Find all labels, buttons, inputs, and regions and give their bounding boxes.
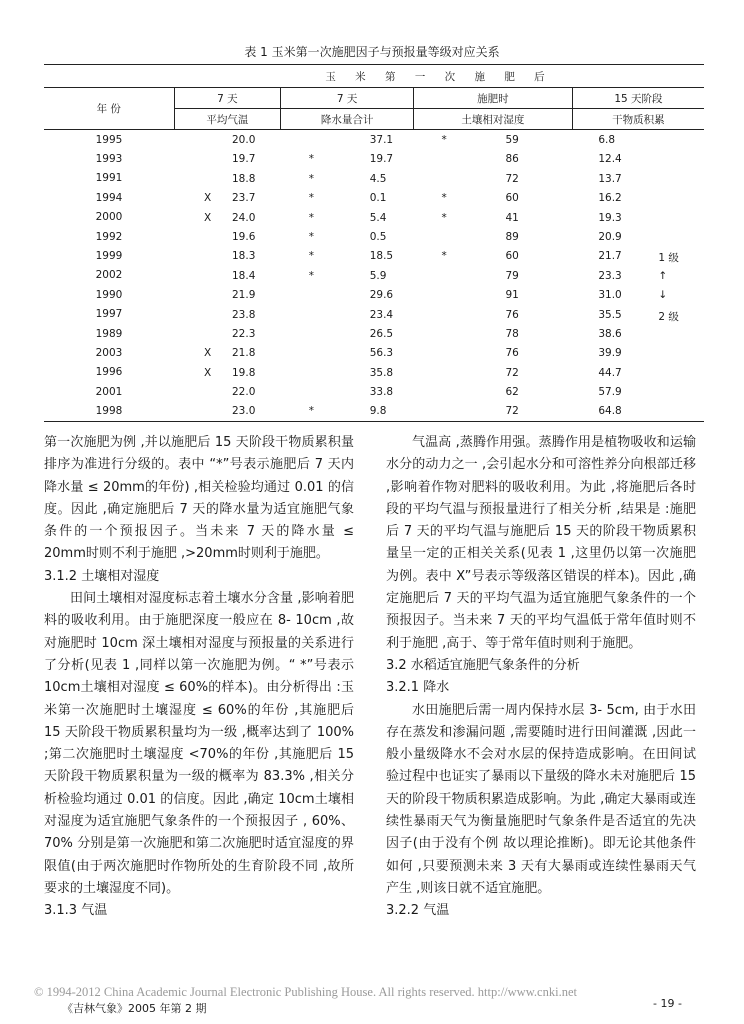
factor-header: 土壤相对湿度	[413, 109, 572, 130]
cell-humidity	[413, 305, 572, 324]
humidity-value: 60	[505, 192, 519, 205]
cell-precipitation	[281, 324, 414, 343]
humidity-value: 91	[505, 289, 519, 302]
cell-year: 1996	[95, 366, 123, 379]
factor-header: 平均气温	[174, 109, 281, 130]
cell-temperature	[174, 343, 281, 362]
cell-year: 2003	[95, 346, 123, 359]
cell-year: 1993	[95, 153, 123, 166]
table-row	[44, 149, 704, 168]
humidity-value: 59	[505, 134, 519, 146]
humidity-value: 79	[505, 269, 519, 282]
precip-value: 0.5	[369, 230, 387, 243]
precip-value: 33.8	[369, 386, 394, 399]
cell-dry-matter	[572, 149, 704, 168]
grade-label: ↑	[658, 269, 668, 282]
temp-value: 19.6	[232, 230, 256, 243]
table-row	[44, 169, 704, 188]
cell-precipitation	[281, 343, 414, 362]
cell-humidity	[413, 208, 572, 227]
period-header: 7 天	[174, 88, 281, 109]
cell-temperature	[174, 227, 281, 246]
cell-humidity	[413, 363, 572, 382]
dry-matter-value: 39.9	[598, 347, 622, 360]
table-row	[44, 324, 704, 343]
paragraph: 第一次施肥为例 ,并以施肥后 15 天阶段干物质累积量排序为准进行分级的。表中 “*”号表示施肥后 7 天内降水量 ≤ 20mm的年份) ,相关检验均通过 0.01 的信度。因此 ,确定施肥后 7 天的降水量为适宜施肥气象条件的一个预报因子。当未来 7 天的降水量 ≤ 20mm时则不利于施肥 ,>20mm时则利于施肥。	[44, 435, 354, 562]
precip-value: 5.4	[369, 211, 387, 224]
cell-year: 2001	[95, 385, 123, 398]
temp-value: 18.4	[232, 269, 256, 282]
section-heading: 3.2.1 降水	[386, 680, 450, 696]
section-heading: 3.2.2 气温	[386, 903, 450, 919]
cell-humidity	[413, 343, 572, 362]
dry-matter-value: 23.3	[598, 269, 622, 282]
precip-value: 18.5	[369, 250, 394, 263]
table-row	[44, 246, 704, 265]
period-header: 7 天	[281, 88, 414, 109]
left-text-column	[44, 432, 354, 923]
table-row	[44, 188, 704, 207]
humidity-value: 76	[505, 308, 519, 321]
cell-precipitation	[281, 227, 414, 246]
cell-year: 1989	[95, 327, 123, 340]
cell-humidity	[413, 169, 572, 188]
humidity-value: 62	[505, 386, 519, 399]
precip-value: 37.1	[369, 134, 394, 146]
cell-temperature	[174, 382, 281, 401]
cell-temperature	[174, 130, 281, 150]
right-text-column	[386, 432, 696, 923]
cell-year: 2002	[95, 269, 123, 282]
humidity-value: 72	[505, 366, 519, 379]
cell-precipitation	[281, 246, 414, 265]
table-row	[44, 285, 704, 304]
paragraph: 水田施肥后需一周内保持水层 3- 5cm, 由于水田存在蒸发和渗漏问题 ,需要随时进行田间灌溉 ,因此一般小量级降水不会对水层的保持造成影响。在田间试验过程中也证实了暴雨以下量级的降水未对施肥后 15 天的阶段干物质积累造成影响。为此 ,确定大暴雨或连续性暴雨天气为衡量施肥时气象条件是否适宜的先决因子(由于没有个例 故以理论推断)。即无论其他条件如何 ,只要预测未来 3 天有大暴雨或连续性暴雨天气产生 ,则该日就不适宜施肥。	[386, 702, 696, 896]
factor-header: 降水量合计	[281, 109, 414, 130]
humidity-mark: *	[441, 250, 447, 263]
temp-mark: X	[204, 192, 212, 205]
cell-dry-matter	[572, 285, 704, 304]
cell-dry-matter	[572, 188, 704, 207]
precip-mark: *	[308, 230, 314, 243]
copyright-watermark: © 1994-2012 China Academic Journal Electronic Publishing House. All rights reserved. http://www.cnki.net	[34, 985, 577, 999]
dry-matter-value: 38.6	[598, 327, 622, 340]
cell-precipitation	[281, 285, 414, 304]
precip-value: 4.5	[369, 172, 387, 185]
cell-humidity	[413, 401, 572, 421]
section-heading: 3.1.2 土壤相对湿度	[44, 568, 160, 584]
precip-mark: *	[308, 405, 314, 418]
cell-precipitation	[281, 130, 414, 150]
cell-dry-matter	[572, 266, 704, 285]
precip-value: 5.9	[369, 269, 387, 282]
table-row	[44, 227, 704, 246]
cell-precipitation	[281, 188, 414, 207]
table-caption: 表 1 玉米第一次施肥因子与预报量等级对应关系	[244, 45, 500, 59]
dry-matter-value: 44.7	[598, 366, 622, 379]
section-heading: 3.2 水稻适宜施肥气象条件的分析	[386, 657, 580, 673]
dry-matter-value: 35.5	[598, 308, 622, 321]
dry-matter-value: 64.8	[598, 405, 622, 418]
temp-value: 22.0	[232, 386, 256, 399]
dry-matter-value: 21.7	[598, 250, 622, 263]
precip-mark: *	[308, 153, 314, 166]
precip-value: 56.3	[369, 347, 394, 360]
cell-year: 1999	[95, 250, 123, 263]
year-header: 年 份	[44, 88, 174, 130]
cell-humidity	[413, 130, 572, 150]
dry-matter-value: 12.4	[598, 153, 622, 166]
cell-temperature	[174, 401, 281, 421]
cell-dry-matter	[572, 130, 704, 150]
cell-humidity	[413, 246, 572, 265]
cell-dry-matter	[572, 305, 704, 324]
cell-dry-matter	[572, 169, 704, 188]
humidity-value: 72	[505, 405, 519, 418]
cell-year: 1992	[95, 230, 123, 243]
cell-precipitation	[281, 363, 414, 382]
cell-dry-matter	[572, 227, 704, 246]
cell-temperature	[174, 285, 281, 304]
temp-value: 23.8	[232, 308, 256, 321]
temp-value: 18.8	[232, 172, 256, 185]
dry-matter-value: 19.3	[598, 211, 622, 224]
humidity-value: 60	[505, 250, 519, 263]
precip-value: 29.6	[369, 289, 394, 302]
table-row	[44, 363, 704, 382]
cell-humidity	[413, 188, 572, 207]
cell-humidity	[413, 149, 572, 168]
humidity-mark: *	[441, 192, 447, 205]
year-header-top	[44, 65, 174, 88]
dry-matter-value: 13.7	[598, 172, 622, 185]
cell-temperature	[174, 266, 281, 285]
page-number: - 19 -	[653, 997, 682, 1010]
temp-value: 21.9	[232, 289, 256, 302]
temp-value: 24.0	[232, 211, 256, 224]
table-row	[44, 305, 704, 324]
cell-humidity	[413, 227, 572, 246]
precip-value: 23.4	[369, 308, 394, 321]
precip-value: 9.8	[369, 405, 387, 418]
paragraph: 田间土壤相对湿度标志着土壤水分含量 ,影响着肥料的吸收利用。由于施肥深度一般应在 8- 10cm ,故对施肥时 10cm 深土壤相对湿度与预报量的关系进行了分析(见表 1 ,同样以第一次施肥为例。“ *”号表示 10cm土壤相对湿度 ≤ 60%的样本)。由分析得出 :玉米第一次施肥时土壤湿度 ≤ 60%的年份 ,其施肥后 15 天阶段干物质累积量均为一级 ,概率达到了 100% ;第二次施肥时土壤湿度 <70%的年份 ,其施肥后 15 天阶段干物质累积量为一级的概率为 83.3% ,相关分析检验均通过 0.01 的信度。因此 ,确定 10cm土壤相对湿度为适宜施肥气象条件的一个预报因子 , 60%、70% 分别是第一次施肥和第二次施肥时适宜湿度的界限值(由于两次施肥时作物所处的生育阶段不同 ,故所要求的土壤湿度不同)。	[44, 591, 354, 896]
humidity-value: 72	[505, 172, 519, 185]
precip-value: 26.5	[369, 327, 394, 340]
cell-year: 1998	[44, 401, 174, 421]
section-heading: 3.1.3 气温	[44, 903, 108, 919]
temp-mark: X	[204, 366, 212, 379]
cell-temperature	[174, 169, 281, 188]
grade-label: ↓	[658, 289, 668, 302]
humidity-value: 86	[505, 153, 519, 166]
temp-value: 19.7	[232, 153, 256, 166]
cell-precipitation	[281, 266, 414, 285]
cell-dry-matter	[572, 343, 704, 362]
precip-mark: *	[308, 211, 314, 224]
cell-precipitation	[281, 401, 414, 421]
table-row	[44, 208, 704, 227]
temp-value: 22.3	[232, 327, 256, 340]
cell-precipitation	[281, 169, 414, 188]
cell-year: 1995	[95, 133, 123, 146]
cell-humidity	[413, 382, 572, 401]
cell-temperature	[174, 188, 281, 207]
cell-temperature	[174, 149, 281, 168]
cell-humidity	[413, 285, 572, 304]
grade-label: 1 级	[658, 252, 679, 265]
period-header: 15 天阶段	[572, 88, 704, 109]
humidity-value: 76	[505, 347, 519, 360]
table-row	[44, 266, 704, 285]
cell-dry-matter	[572, 246, 704, 265]
humidity-value: 41	[505, 211, 519, 224]
journal-footer: 《吉林气象》2005 年第 2 期	[62, 1002, 207, 1015]
cell-temperature	[174, 246, 281, 265]
cell-dry-matter	[572, 208, 704, 227]
temp-value: 20.0	[232, 134, 256, 146]
temp-mark: X	[204, 347, 212, 360]
cell-temperature	[174, 363, 281, 382]
temp-value: 21.8	[232, 347, 256, 360]
cell-humidity	[413, 266, 572, 285]
table-row	[44, 401, 704, 421]
precip-mark: *	[308, 250, 314, 263]
precip-mark: *	[308, 192, 314, 205]
humidity-value: 89	[505, 230, 519, 243]
table-row	[44, 382, 704, 401]
dry-matter-value: 57.9	[598, 386, 622, 399]
precip-mark: *	[308, 172, 314, 185]
cell-year: 1994	[95, 191, 123, 204]
factor-header: 干物质积累	[572, 109, 704, 130]
dry-matter-value: 31.0	[598, 289, 622, 302]
humidity-mark: *	[441, 211, 447, 224]
precip-value: 35.8	[369, 366, 394, 379]
humidity-value: 78	[505, 327, 519, 340]
cell-year: 1997	[95, 308, 123, 321]
table-row	[44, 130, 704, 150]
cell-year: 1991	[95, 172, 123, 185]
cell-dry-matter	[572, 401, 704, 421]
cell-dry-matter	[572, 324, 704, 343]
paragraph: 气温高 ,蒸腾作用强。蒸腾作用是植物吸收和运输水分的动力之一 ,会引起水分和可溶性养分向根部迁移 ,影响着作物对肥料的吸收利用。为此 ,将施肥后各时段的平均气温与预报量进行了相关分析 ,结果是 :施肥后 7 天的平均气温与施肥后 15 天的阶段干物质累积量呈一定的正相关关系(见表 1 ,这里仍以第一次施肥为例。表中 X”号表示等级落区错误的样本)。因此 ,确定施肥后 7 天的平均气温为适宜施肥气象条件的一个预报因子。当未来 7 天的平均气温低于常年值时则不利于施肥 ,高于、等于常年值时则利于施肥。	[386, 435, 696, 651]
table-row	[44, 343, 704, 362]
temp-value: 23.7	[232, 192, 256, 205]
group-header: 玉 米 第 一 次 施 肥 后	[174, 65, 704, 88]
cell-temperature	[174, 305, 281, 324]
cell-temperature	[174, 208, 281, 227]
cell-precipitation	[281, 305, 414, 324]
dry-matter-value: 6.8	[598, 134, 616, 146]
cell-temperature	[174, 324, 281, 343]
humidity-mark: *	[441, 134, 447, 146]
cell-humidity	[413, 324, 572, 343]
cell-precipitation	[281, 382, 414, 401]
temp-mark: X	[204, 211, 212, 224]
cell-year: 2000	[95, 211, 123, 224]
cell-year: 1990	[95, 288, 123, 301]
temp-value: 18.3	[232, 250, 256, 263]
grade-label: 2 级	[658, 310, 679, 323]
cell-precipitation	[281, 208, 414, 227]
data-table	[44, 64, 704, 422]
precip-value: 19.7	[369, 153, 394, 166]
cell-dry-matter	[572, 363, 704, 382]
temp-value: 19.8	[232, 366, 256, 379]
precip-value: 0.1	[369, 192, 387, 205]
precip-mark: *	[308, 269, 314, 282]
cell-precipitation	[281, 149, 414, 168]
period-header: 施肥时	[413, 88, 572, 109]
temp-value: 23.0	[232, 405, 256, 418]
dry-matter-value: 16.2	[598, 192, 622, 205]
dry-matter-value: 20.9	[598, 230, 622, 243]
cell-dry-matter	[572, 382, 704, 401]
